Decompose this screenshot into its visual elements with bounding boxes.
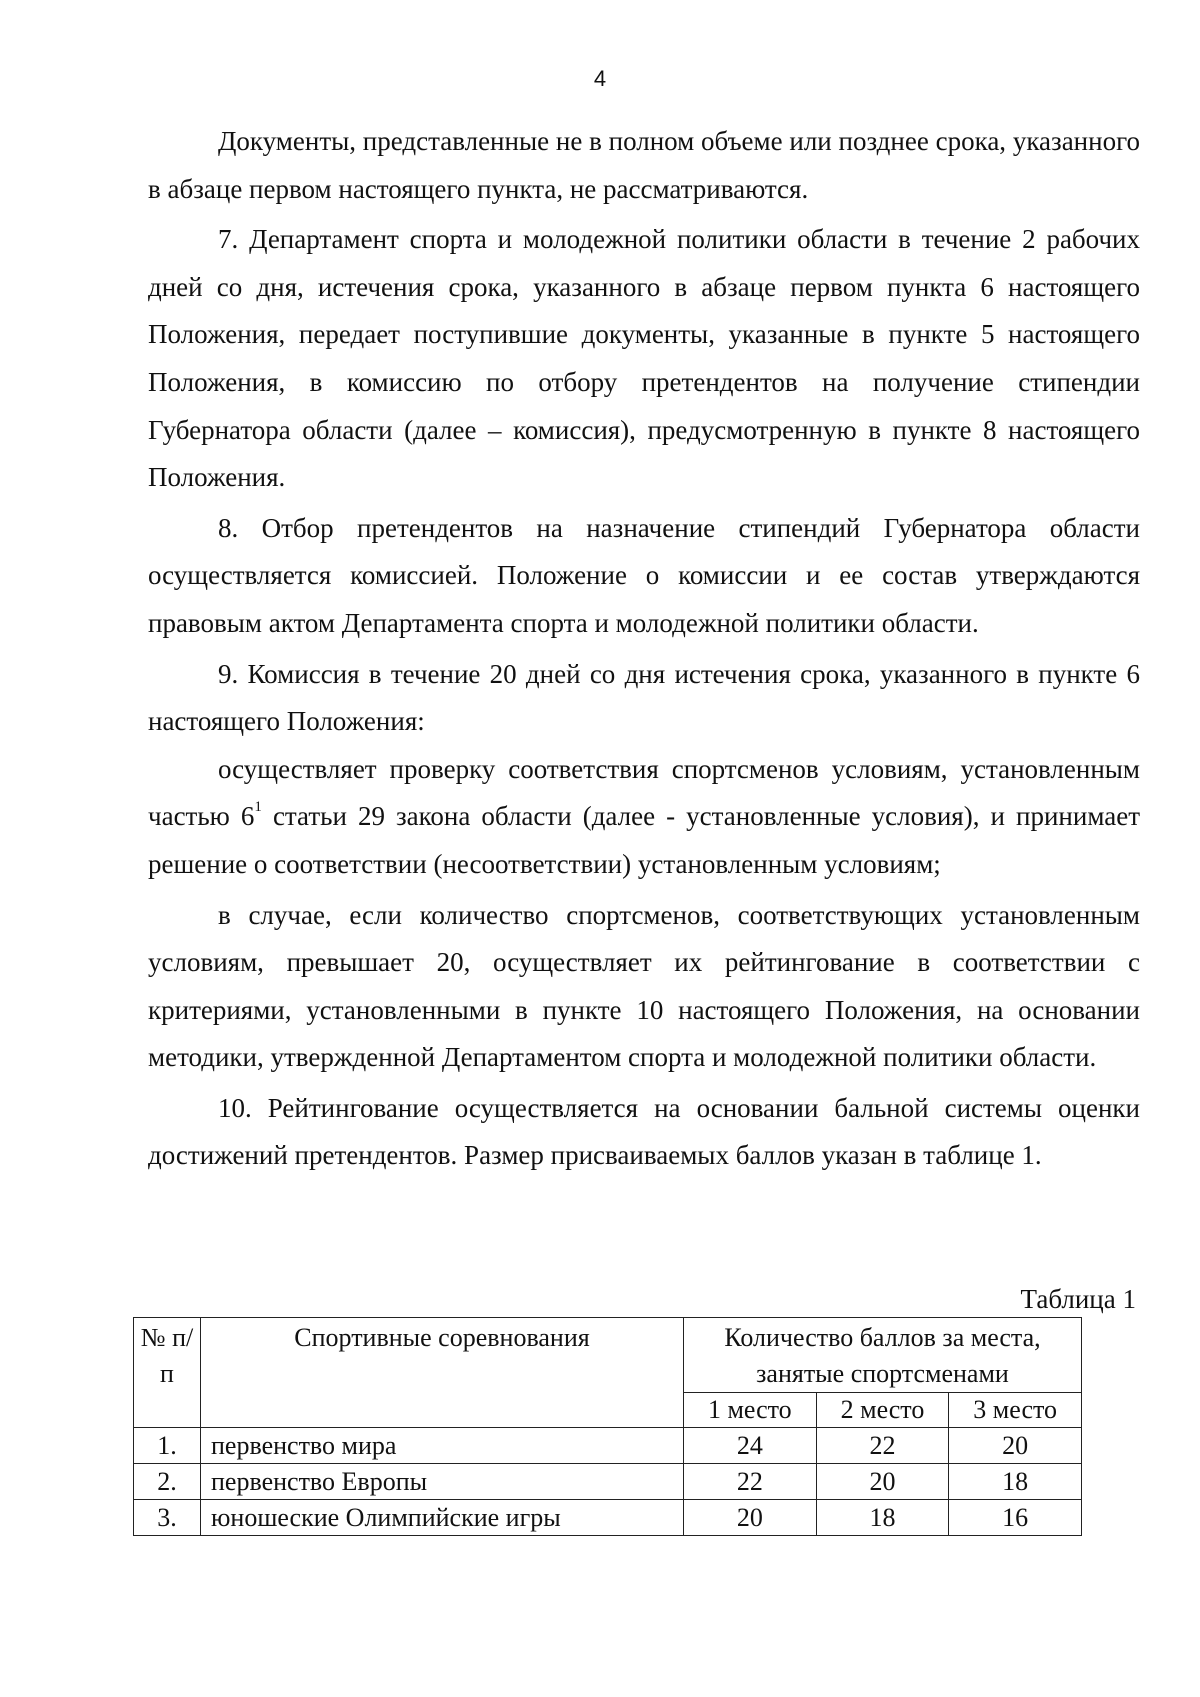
superscript-index: 1: [254, 799, 262, 816]
row-competition: первенство мира: [201, 1428, 684, 1464]
paragraph-item-10: 10. Рейтингование осуществляется на основании бальной системы оценки достижений претендентов. Размер присваиваемых баллов указан в таблице 1.: [148, 1092, 1140, 1171]
row-number: 3.: [134, 1500, 201, 1536]
table-row: [134, 1464, 1082, 1500]
paragraph-item-9: 9. Комиссия в течение 20 дней со дня истечения срока, указанного в пункте 6 настоящего Положения:: [148, 658, 1140, 737]
row-points-3: 20: [949, 1428, 1082, 1464]
header-place-3: 3 место: [949, 1393, 1082, 1428]
header-number: № п/п: [134, 1318, 201, 1428]
row-competition: первенство Европы: [201, 1464, 684, 1500]
page-number: 4: [593, 66, 607, 91]
row-points-3: 16: [949, 1500, 1082, 1536]
row-points-1: 20: [684, 1500, 817, 1536]
header-place-2: 2 место: [816, 1393, 949, 1428]
row-number: 2.: [134, 1464, 201, 1500]
table-row: [134, 1500, 1082, 1536]
paragraph-documents-incomplete: Документы, представленные не в полном объеме или позднее срока, указанного в абзаце первом настоящего пункта, не рассматриваются.: [148, 126, 1140, 204]
row-points-2: 22: [816, 1428, 949, 1464]
verification-text-end: статьи 29 закона области (далее - установленные условия), и принимает решение о соответствии (несоответствии) установленным условиям;: [148, 801, 1140, 879]
table-caption: Таблица 1: [1020, 1284, 1136, 1314]
paragraph-item-8: 8. Отбор претендентов на назначение стипендий Губернатора области осуществляется комиссией. Положение о комиссии и ее состав утверждаются правовым актом Департамента спорта и молодежной политики области.: [148, 512, 1140, 638]
document-body: [148, 118, 1140, 1180]
paragraph-item-7: 7. Департамент спорта и молодежной политики области в течение 2 рабочих дней со дня, истечения срока, указанного в абзаце первом пункта 6 настоящего Положения, передает поступившие документы, указанные в пункте 5 настоящего Положения, в комиссию по отбору претендентов на получение стипендии Губернатора области (далее – комиссия), предусмотренную в пункте 8 настоящего Положения.: [148, 224, 1140, 493]
scoring-table: [133, 1317, 1082, 1536]
table-header-row: [134, 1318, 1082, 1393]
paragraph-verification: [148, 746, 1140, 889]
row-points-1: 24: [684, 1428, 817, 1464]
verification-text-start: осуществляет проверку соответствия спортсменов условиям, установленным частью 6: [148, 753, 1140, 832]
row-points-2: 20: [816, 1464, 949, 1500]
row-points-3: 18: [949, 1464, 1082, 1500]
row-number: 1.: [134, 1428, 201, 1464]
header-points: Количество баллов за места, занятые спортсменами: [684, 1318, 1082, 1393]
header-competition: Спортивные соревнования: [201, 1318, 684, 1428]
row-points-2: 18: [816, 1500, 949, 1536]
row-points-1: 22: [684, 1464, 817, 1500]
header-place-1: 1 место: [684, 1393, 817, 1428]
row-competition: юношеские Олимпийские игры: [201, 1500, 684, 1536]
table-row: [134, 1428, 1082, 1464]
paragraph-rating: в случае, если количество спортсменов, соответствующих установленным условиям, превышает 20, осуществляет их рейтингование в соответствии с критериями, установленными в пункте 10 настоящего Положения, на основании методики, утвержденной Департаментом спорта и молодежной политики области.: [148, 899, 1140, 1073]
